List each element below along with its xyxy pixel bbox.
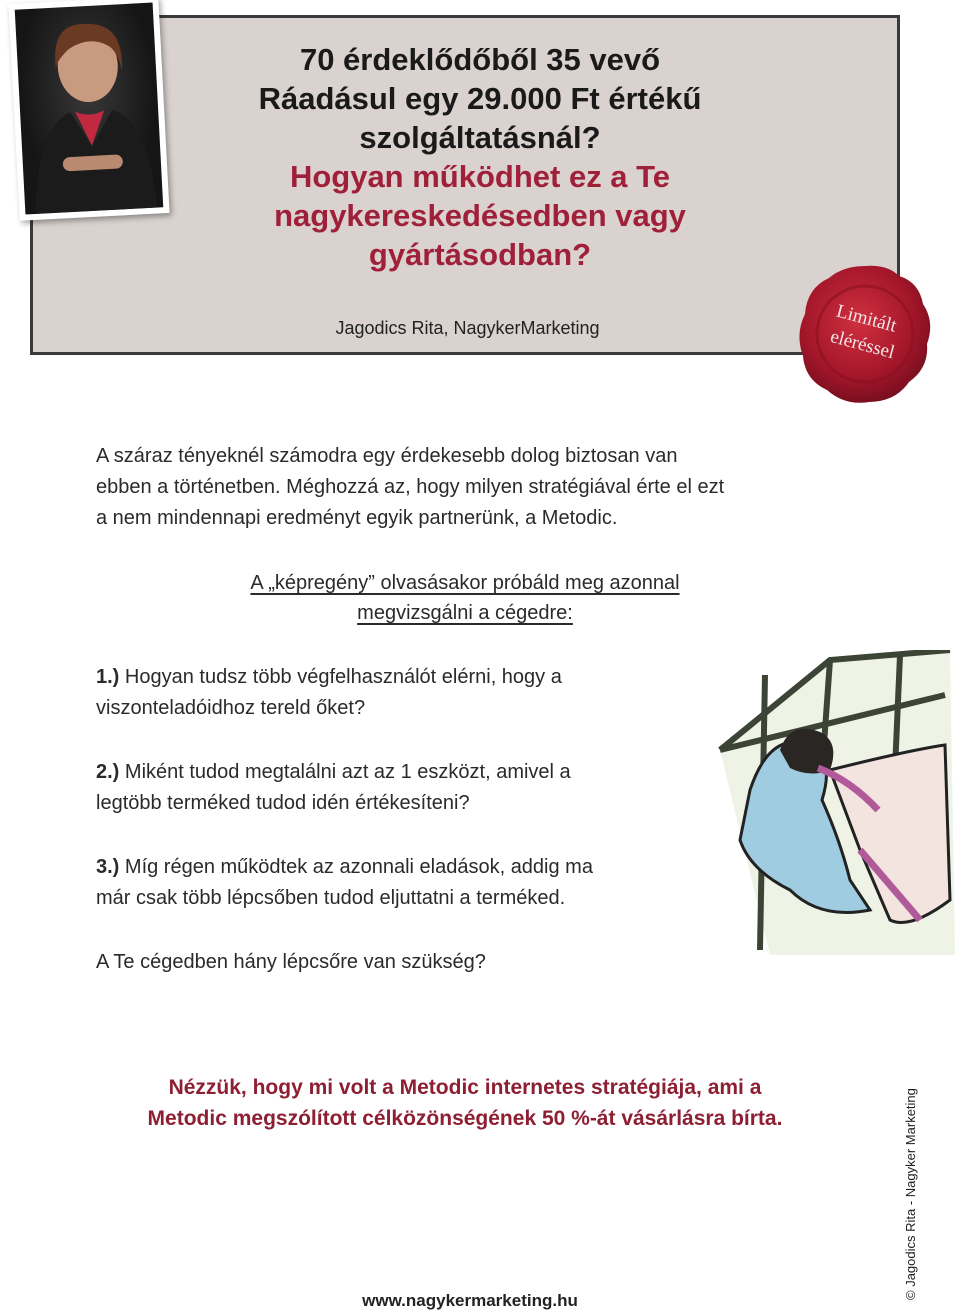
byline: Jagodics Rita, NagykerMarketing	[335, 318, 600, 338]
question-text: viszonteladóidhoz tereld őket?	[96, 697, 366, 719]
headline-question-line: nagykereskedésedben vagy	[274, 198, 686, 233]
question-text: legtöbb terméked tudod idén értékesíteni?	[96, 792, 470, 814]
headline-line: szolgáltatásnál?	[359, 120, 601, 155]
question-2	[96, 757, 706, 819]
headline-question-line: gyártásodban?	[368, 237, 592, 272]
question-text: Hogyan tudsz több végfelhasználót elérni, hogy a	[124, 666, 562, 688]
instruction-note	[180, 568, 750, 628]
intro-line: A száraz tényeknél számodra egy érdekesebb dolog biztosan van	[96, 445, 678, 467]
man-at-drafting-board-illustration	[710, 650, 955, 955]
call-to-action	[90, 1072, 840, 1134]
intro-paragraph	[96, 441, 724, 534]
question-1	[96, 662, 706, 724]
cta-line: Nézzük, hogy mi volt a Metodic internetes stratégiája, ami a	[168, 1076, 762, 1099]
question-number: 2.)	[96, 761, 120, 783]
headline-line: Ráadásul egy 29.000 Ft értékű	[258, 81, 702, 116]
wax-seal-icon	[795, 262, 935, 407]
headline-line: 70 érdeklődőből 35 vevő	[299, 42, 661, 77]
question-number: 1.)	[96, 666, 120, 688]
question-number: 3.)	[96, 856, 120, 878]
website-link[interactable]: www.nagykermarketing.hu	[362, 1291, 578, 1310]
intro-line: ebben a történetben. Méghozzá az, hogy milyen stratégiával érte el ezt	[96, 476, 725, 498]
cta-line: Metodic megszólított célközönségének 50 %-át vásárlásra bírta.	[147, 1107, 783, 1130]
note-line: A „képregény” olvasásakor próbáld meg azonnal	[250, 572, 680, 594]
question-text: Miként tudod megtalálni azt az 1 eszközt, amivel a	[124, 761, 571, 783]
closing-question: A Te cégedben hány lépcsőre van szükség?	[96, 951, 486, 973]
author-photo	[8, 0, 169, 221]
headline-question-line: Hogyan működhet ez a Te	[289, 159, 671, 194]
question-text: Míg régen működtek az azonnali eladások, addig ma	[124, 856, 593, 878]
copyright-note: © Jagodics Rita - Nagyker Marketing	[903, 1088, 918, 1300]
headline	[200, 40, 760, 274]
question-3	[96, 852, 706, 914]
question-text: már csak több lépcsőben tudod eljuttatni a terméked.	[96, 887, 566, 909]
intro-line: a nem mindennapi eredményt egyik partnerünk, a Metodic.	[96, 507, 618, 529]
seal-line-1: Limitált	[834, 300, 899, 337]
seal-line-2: eléréssel	[828, 326, 897, 364]
note-line: megvizsgálni a cégedre:	[357, 602, 573, 624]
